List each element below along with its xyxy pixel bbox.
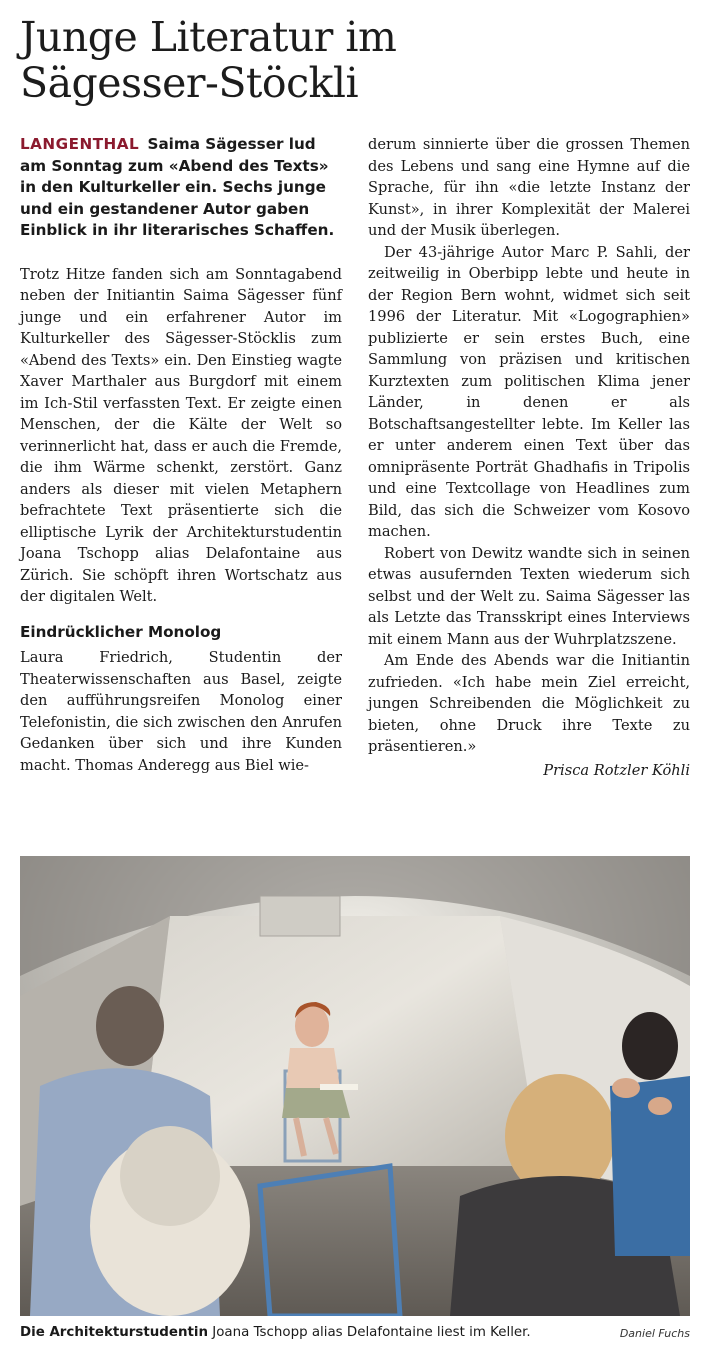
headline-line-1: Junge Literatur im bbox=[20, 13, 397, 61]
article-photo bbox=[20, 856, 690, 1316]
caption-text: Joana Tschopp alias Delafontaine liest im Keller. bbox=[208, 1325, 531, 1340]
photo-caption bbox=[20, 1324, 690, 1342]
paragraph-4: Robert von Dewitz wandte sich in seinen etwas ausufernden Texten wiederum sich selbst und der Welt zu. Saima Sägesser las als Letzte das Transskript eines Interviews mit einem Mann aus der Wuhrplatzszene. bbox=[368, 544, 690, 648]
paragraph-2a: Laura Friedrich, Studentin der Theaterwissenschaften aus Basel, zeigte den aufführungsreifen Monolog einer Telefonistin, die sich zwischen den Anrufen Gedanken über sich und ihre Kunden macht. Thomas Anderegg aus Biel wie- bbox=[20, 649, 342, 774]
paragraph-1: Trotz Hitze fanden sich am Sonntagabend neben der Initiantin Saima Sägesser fünf junge und ein erfahrener Autor im Kulturkeller des Sägesser-Stöcklis zum «Abend des Texts» ein. Den Einstieg wagte Xaver Marthaler aus Burgdorf mit einem im Ich-Stil verfassten Text. Er zeigte einen Menschen, der die Kälte der Welt so verinnerlicht hat, dass er auch die Fremde, die ihm Wärme schenkt, zerstört. Ganz anders als dieser mit vielen Metaphern befrachtete Text präsentierte sich die elliptische Lyrik der Architekturstudentin Joana Tschopp alias Delafontaine aus Zürich. Sie schöpft ihren Wortschatz aus der digitalen Welt. bbox=[20, 265, 342, 605]
body-right bbox=[368, 134, 690, 758]
author-byline: Prisca Rotzler Köhli bbox=[543, 761, 690, 779]
paragraph-2b: derum sinnierte über die grossen Themen des Lebens und sang eine Hymne auf die Sprache, für ihn «die letzte Instanz der Kunst», in ihrer Komplexität der Malerei und der Musik überlegen. bbox=[368, 136, 690, 239]
lead-paragraph bbox=[20, 134, 342, 242]
dateline: LANGENTHAL bbox=[20, 135, 140, 153]
article-column-left bbox=[20, 134, 342, 776]
headline bbox=[20, 14, 690, 106]
article-column-right bbox=[368, 134, 690, 781]
lead-text: Saima Sägesser lud am Sonntag zum «Abend des Texts» in den Kulturkeller ein. Sechs junge und ein gestandener Autor gaben Einblick in ihr literarisches Schaffen. bbox=[20, 135, 335, 239]
caption-bold: Die Architekturstudentin bbox=[20, 1325, 209, 1340]
photo-credit: Daniel Fuchs bbox=[619, 1327, 690, 1340]
paragraph-3: Der 43-jährige Autor Marc P. Sahli, der zeitweilig in Oberbipp lebte und heute in der Region Bern wohnt, widmet sich seit 1996 der Literatur. Mit «Logographien» publizierte er sein erstes Buch, eine Sammlung von präzisen und kritischen Kurztexten zum politischen Klima jener Länder, in denen er als Botschaftsangestellter lebte. Im Keller las er unter anderem einen Text über das omnipräsente Porträt Ghadhafis in Tripolis und eine Textcollage von Headlines zum Bild, das sich die Schweizer vom Kosovo machen. bbox=[368, 243, 690, 540]
subheading: Eindrücklicher Monolog bbox=[20, 622, 222, 641]
headline-line-2: Sägesser-Stöckli bbox=[20, 59, 359, 107]
body-left bbox=[20, 264, 342, 777]
paragraph-5: Am Ende des Abends war die Initiantin zufrieden. «Ich habe mein Ziel erreicht, jungen Schreibenden die Möglichkeit zu bieten, ohne Druck ihre Texte zu präsentieren.» bbox=[368, 652, 690, 755]
